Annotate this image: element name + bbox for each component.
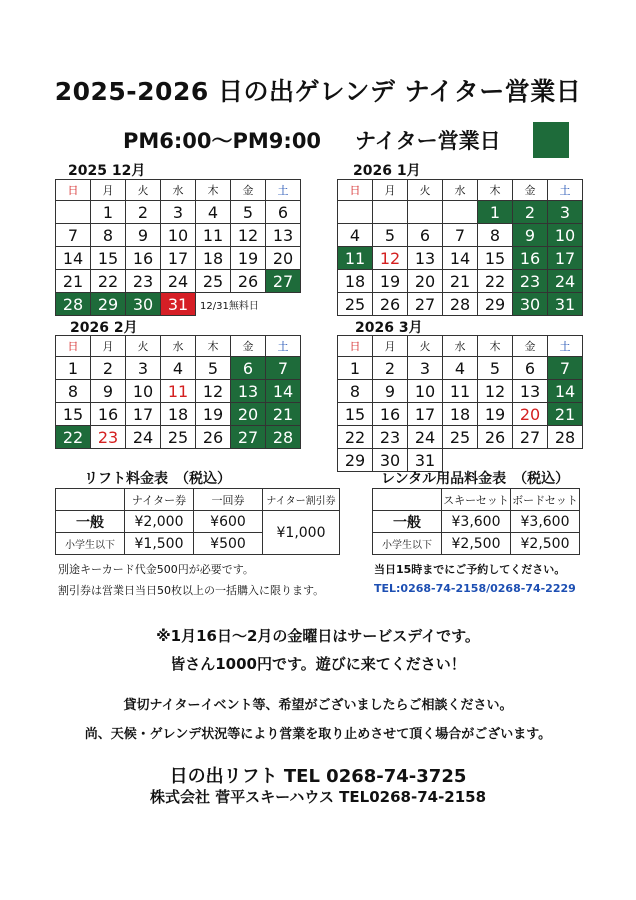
date-cell-night: 21 <box>548 403 583 426</box>
keycard-note: 別途キーカード代金500円が必要です。 <box>58 563 254 576</box>
date-cell: 10 <box>126 380 161 403</box>
date-cell <box>373 201 408 224</box>
calendar-mar-title: 2026 3月 <box>355 320 423 336</box>
date-cell: 18 <box>161 403 196 426</box>
date-cell: 26 <box>231 270 266 293</box>
weekday-wed: 水 <box>443 336 478 357</box>
header-night-ticket: ナイター券 <box>125 489 194 511</box>
weekday-thu: 木 <box>196 180 231 201</box>
date-cell: 13 <box>513 380 548 403</box>
rental-price-title: レンタル用品料金表 （税込） <box>381 471 570 487</box>
calendar-week <box>56 357 301 380</box>
header-board-set: ボードセット <box>511 489 580 511</box>
weekday-sat: 土 <box>548 180 583 201</box>
calendar-dec <box>55 179 301 316</box>
price-child-board: ¥2,500 <box>511 533 580 555</box>
corner-cell <box>373 489 442 511</box>
date-cell-night: 11 <box>338 247 373 270</box>
weekday-sat: 土 <box>266 336 301 357</box>
date-cell-night: 27 <box>231 426 266 449</box>
date-cell-free-day: 31 <box>161 293 196 316</box>
date-cell: 28 <box>443 293 478 316</box>
date-cell: 19 <box>478 403 513 426</box>
date-cell: 25 <box>196 270 231 293</box>
weekday-sun: 日 <box>338 180 373 201</box>
weekday-fri: 金 <box>231 180 266 201</box>
date-cell: 1 <box>56 357 91 380</box>
reservation-note: 当日15時までにご予約してください。 <box>374 563 566 576</box>
date-cell: 3 <box>126 357 161 380</box>
date-cell: 27 <box>408 293 443 316</box>
date-cell-night: 7 <box>548 357 583 380</box>
weekday-header <box>338 336 583 357</box>
date-cell-night: 23 <box>513 270 548 293</box>
date-cell: 17 <box>161 247 196 270</box>
row-label-adult: 一般 <box>373 511 442 533</box>
date-cell-night: 14 <box>266 380 301 403</box>
date-cell: 4 <box>443 357 478 380</box>
date-cell: 25 <box>161 426 196 449</box>
date-cell: 27 <box>513 426 548 449</box>
calendar-week <box>56 403 301 426</box>
weekday-tue: 火 <box>126 180 161 201</box>
date-cell: 26 <box>373 293 408 316</box>
date-cell: 26 <box>478 426 513 449</box>
date-cell: 20 <box>408 270 443 293</box>
date-cell: 22 <box>478 270 513 293</box>
night-operation-label: ナイター営業日 <box>355 129 501 153</box>
date-cell: 2 <box>91 357 126 380</box>
date-cell: 16 <box>91 403 126 426</box>
date-cell-night: 22 <box>56 426 91 449</box>
date-cell: 3 <box>161 201 196 224</box>
date-cell <box>338 201 373 224</box>
rental-price-table <box>372 488 580 555</box>
row-label-child: 小学生以下 <box>56 533 125 555</box>
weekday-wed: 水 <box>161 180 196 201</box>
night-operation-legend-swatch <box>533 122 569 158</box>
date-cell: 29 <box>338 449 373 472</box>
date-cell: 4 <box>161 357 196 380</box>
date-cell-night: 14 <box>548 380 583 403</box>
date-cell: 19 <box>231 247 266 270</box>
calendar-week <box>56 426 301 449</box>
date-cell-night: 2 <box>513 201 548 224</box>
operating-hours: PM6:00〜PM9:00 <box>123 129 322 153</box>
weekday-sun: 日 <box>56 336 91 357</box>
date-cell: 5 <box>196 357 231 380</box>
date-cell: 17 <box>126 403 161 426</box>
date-cell-night: 24 <box>548 270 583 293</box>
date-cell-night: 31 <box>548 293 583 316</box>
date-cell-night: 28 <box>56 293 91 316</box>
company-contact: 株式会社 菅平スキーハウス TEL0268-74-2158 <box>149 788 487 806</box>
date-cell: 22 <box>338 426 373 449</box>
date-cell: 9 <box>126 224 161 247</box>
price-adult-single: ¥600 <box>194 511 263 533</box>
calendar-week <box>56 270 301 293</box>
date-cell: 1 <box>338 357 373 380</box>
date-cell: 7 <box>56 224 91 247</box>
date-cell-night: 29 <box>91 293 126 316</box>
row-label-child: 小学生以下 <box>373 533 442 555</box>
date-cell: 26 <box>196 426 231 449</box>
date-cell: 6 <box>513 357 548 380</box>
date-cell: 18 <box>196 247 231 270</box>
date-cell: 19 <box>373 270 408 293</box>
date-cell-night: 9 <box>513 224 548 247</box>
calendar-week <box>338 293 583 316</box>
date-cell: 15 <box>478 247 513 270</box>
date-cell-holiday: 20 <box>513 403 548 426</box>
date-cell: 9 <box>373 380 408 403</box>
service-day-price: 皆さん1000円です。遊びに来てください！ <box>170 655 466 673</box>
date-cell-night: 20 <box>231 403 266 426</box>
calendar-week <box>56 201 301 224</box>
calendar-week <box>338 357 583 380</box>
service-day-notice: ※1月16日〜2月の金曜日はサービスデイです。 <box>156 627 480 645</box>
date-cell: 21 <box>56 270 91 293</box>
weekday-sat: 土 <box>548 336 583 357</box>
date-cell: 1 <box>91 201 126 224</box>
date-cell: 18 <box>338 270 373 293</box>
calendar-week <box>338 224 583 247</box>
date-cell: 11 <box>196 224 231 247</box>
price-child-ski: ¥2,500 <box>442 533 511 555</box>
date-cell-night: 21 <box>266 403 301 426</box>
date-cell: 24 <box>161 270 196 293</box>
calendar-week <box>338 247 583 270</box>
date-cell: 8 <box>478 224 513 247</box>
weekday-fri: 金 <box>513 180 548 201</box>
operating-hours-row <box>123 122 569 158</box>
price-discount: ¥1,000 <box>263 511 340 555</box>
date-cell: 14 <box>443 247 478 270</box>
free-day-note: 12/31無料日 <box>200 300 259 312</box>
weekday-sat: 土 <box>266 180 301 201</box>
weekday-mon: 月 <box>373 180 408 201</box>
date-cell: 14 <box>56 247 91 270</box>
weekday-sun: 日 <box>56 180 91 201</box>
date-cell: 15 <box>91 247 126 270</box>
weekday-fri: 金 <box>231 336 266 357</box>
lift-price-title: リフト料金表 （税込） <box>84 471 231 487</box>
date-cell-night: 30 <box>126 293 161 316</box>
date-cell-night: 30 <box>513 293 548 316</box>
date-cell-night: 28 <box>266 426 301 449</box>
calendar-feb-title: 2026 2月 <box>70 320 138 336</box>
date-cell: 16 <box>126 247 161 270</box>
date-cell-night: 10 <box>548 224 583 247</box>
date-cell: 31 <box>408 449 443 472</box>
price-adult-night: ¥2,000 <box>125 511 194 533</box>
calendar-mar <box>337 335 583 472</box>
header-night-discount-ticket: ナイター割引券 <box>263 489 340 511</box>
weekday-wed: 水 <box>443 180 478 201</box>
date-cell: 17 <box>408 403 443 426</box>
calendar-week <box>338 426 583 449</box>
date-cell-holiday: 12 <box>373 247 408 270</box>
corner-cell <box>56 489 125 511</box>
rental-phone: TEL:0268-74-2158/0268-74-2229 <box>374 582 576 595</box>
lift-price-table <box>55 488 340 555</box>
date-cell: 12 <box>231 224 266 247</box>
calendar-jan <box>337 179 583 316</box>
header-single-ticket: 一回券 <box>194 489 263 511</box>
date-cell: 24 <box>126 426 161 449</box>
date-cell: 12 <box>196 380 231 403</box>
date-cell: 6 <box>408 224 443 247</box>
calendar-week <box>56 293 301 316</box>
date-cell: 2 <box>126 201 161 224</box>
date-cell: 30 <box>373 449 408 472</box>
lift-contact: 日の出リフト TEL 0268-74-3725 <box>169 766 467 787</box>
weekday-mon: 月 <box>91 336 126 357</box>
discount-note: 割引券は営業日当日50枚以上の一括購入に限ります。 <box>58 584 325 597</box>
date-cell: 23 <box>126 270 161 293</box>
date-cell: 13 <box>266 224 301 247</box>
date-cell-night: 3 <box>548 201 583 224</box>
weather-closure-info: 尚、天候・ゲレンデ状況等により営業を取り止めさせて頂く場合がございます。 <box>84 727 552 742</box>
date-cell: 12 <box>478 380 513 403</box>
date-cell: 8 <box>56 380 91 403</box>
weekday-mon: 月 <box>91 180 126 201</box>
calendar-feb <box>55 335 301 449</box>
date-cell: 10 <box>408 380 443 403</box>
date-cell: 21 <box>443 270 478 293</box>
date-cell: 29 <box>478 293 513 316</box>
row-label-adult: 一般 <box>56 511 125 533</box>
date-cell: 5 <box>373 224 408 247</box>
date-cell <box>56 201 91 224</box>
date-cell: 4 <box>338 224 373 247</box>
weekday-thu: 木 <box>478 180 513 201</box>
date-cell: 23 <box>373 426 408 449</box>
date-cell-holiday: 11 <box>161 380 196 403</box>
date-cell-holiday: 23 <box>91 426 126 449</box>
calendar-week <box>56 224 301 247</box>
weekday-fri: 金 <box>513 336 548 357</box>
calendar-week <box>338 201 583 224</box>
date-cell: 25 <box>338 293 373 316</box>
date-cell: 24 <box>408 426 443 449</box>
date-cell: 22 <box>91 270 126 293</box>
calendar-jan-title: 2026 1月 <box>353 163 421 179</box>
weekday-mon: 月 <box>373 336 408 357</box>
date-cell-night: 17 <box>548 247 583 270</box>
price-adult-board: ¥3,600 <box>511 511 580 533</box>
weekday-tue: 火 <box>408 336 443 357</box>
header-ski-set: スキーセット <box>442 489 511 511</box>
calendar-week <box>338 403 583 426</box>
date-cell: 5 <box>478 357 513 380</box>
date-cell: 18 <box>443 403 478 426</box>
date-cell: 8 <box>91 224 126 247</box>
calendar-week <box>56 247 301 270</box>
weekday-tue: 火 <box>408 180 443 201</box>
weekday-thu: 木 <box>478 336 513 357</box>
price-child-single: ¥500 <box>194 533 263 555</box>
calendar-week <box>56 380 301 403</box>
date-cell: 5 <box>231 201 266 224</box>
date-cell: 9 <box>91 380 126 403</box>
weekday-header <box>56 180 301 201</box>
date-cell-night: 7 <box>266 357 301 380</box>
date-cell: 13 <box>408 247 443 270</box>
calendar-week <box>338 270 583 293</box>
date-cell: 6 <box>266 201 301 224</box>
weekday-sun: 日 <box>338 336 373 357</box>
date-cell: 16 <box>373 403 408 426</box>
weekday-header <box>56 336 301 357</box>
date-cell: 11 <box>443 380 478 403</box>
date-cell-night: 13 <box>231 380 266 403</box>
date-cell: 15 <box>338 403 373 426</box>
date-cell: 20 <box>266 247 301 270</box>
date-cell: 25 <box>443 426 478 449</box>
date-cell: 15 <box>56 403 91 426</box>
calendar-week <box>338 380 583 403</box>
weekday-wed: 水 <box>161 336 196 357</box>
calendar-dec-title: 2025 12月 <box>68 163 146 179</box>
weekday-tue: 火 <box>126 336 161 357</box>
date-cell: 10 <box>161 224 196 247</box>
date-cell-night: 1 <box>478 201 513 224</box>
date-cell: 7 <box>443 224 478 247</box>
date-cell-night: 27 <box>266 270 301 293</box>
date-cell: 28 <box>548 426 583 449</box>
date-cell <box>443 201 478 224</box>
weekday-header <box>338 180 583 201</box>
date-cell: 4 <box>196 201 231 224</box>
price-child-night: ¥1,500 <box>125 533 194 555</box>
price-adult-ski: ¥3,600 <box>442 511 511 533</box>
date-cell: 8 <box>338 380 373 403</box>
page-title: 2025-2026 日の出ゲレンデ ナイター営業日 <box>54 77 582 106</box>
date-cell-night: 6 <box>231 357 266 380</box>
charter-event-info: 貸切ナイターイベント等、希望がございましたらご相談ください。 <box>123 698 513 713</box>
date-cell: 19 <box>196 403 231 426</box>
date-cell: 2 <box>373 357 408 380</box>
date-cell <box>408 201 443 224</box>
weekday-thu: 木 <box>196 336 231 357</box>
date-cell-night: 16 <box>513 247 548 270</box>
date-cell: 3 <box>408 357 443 380</box>
